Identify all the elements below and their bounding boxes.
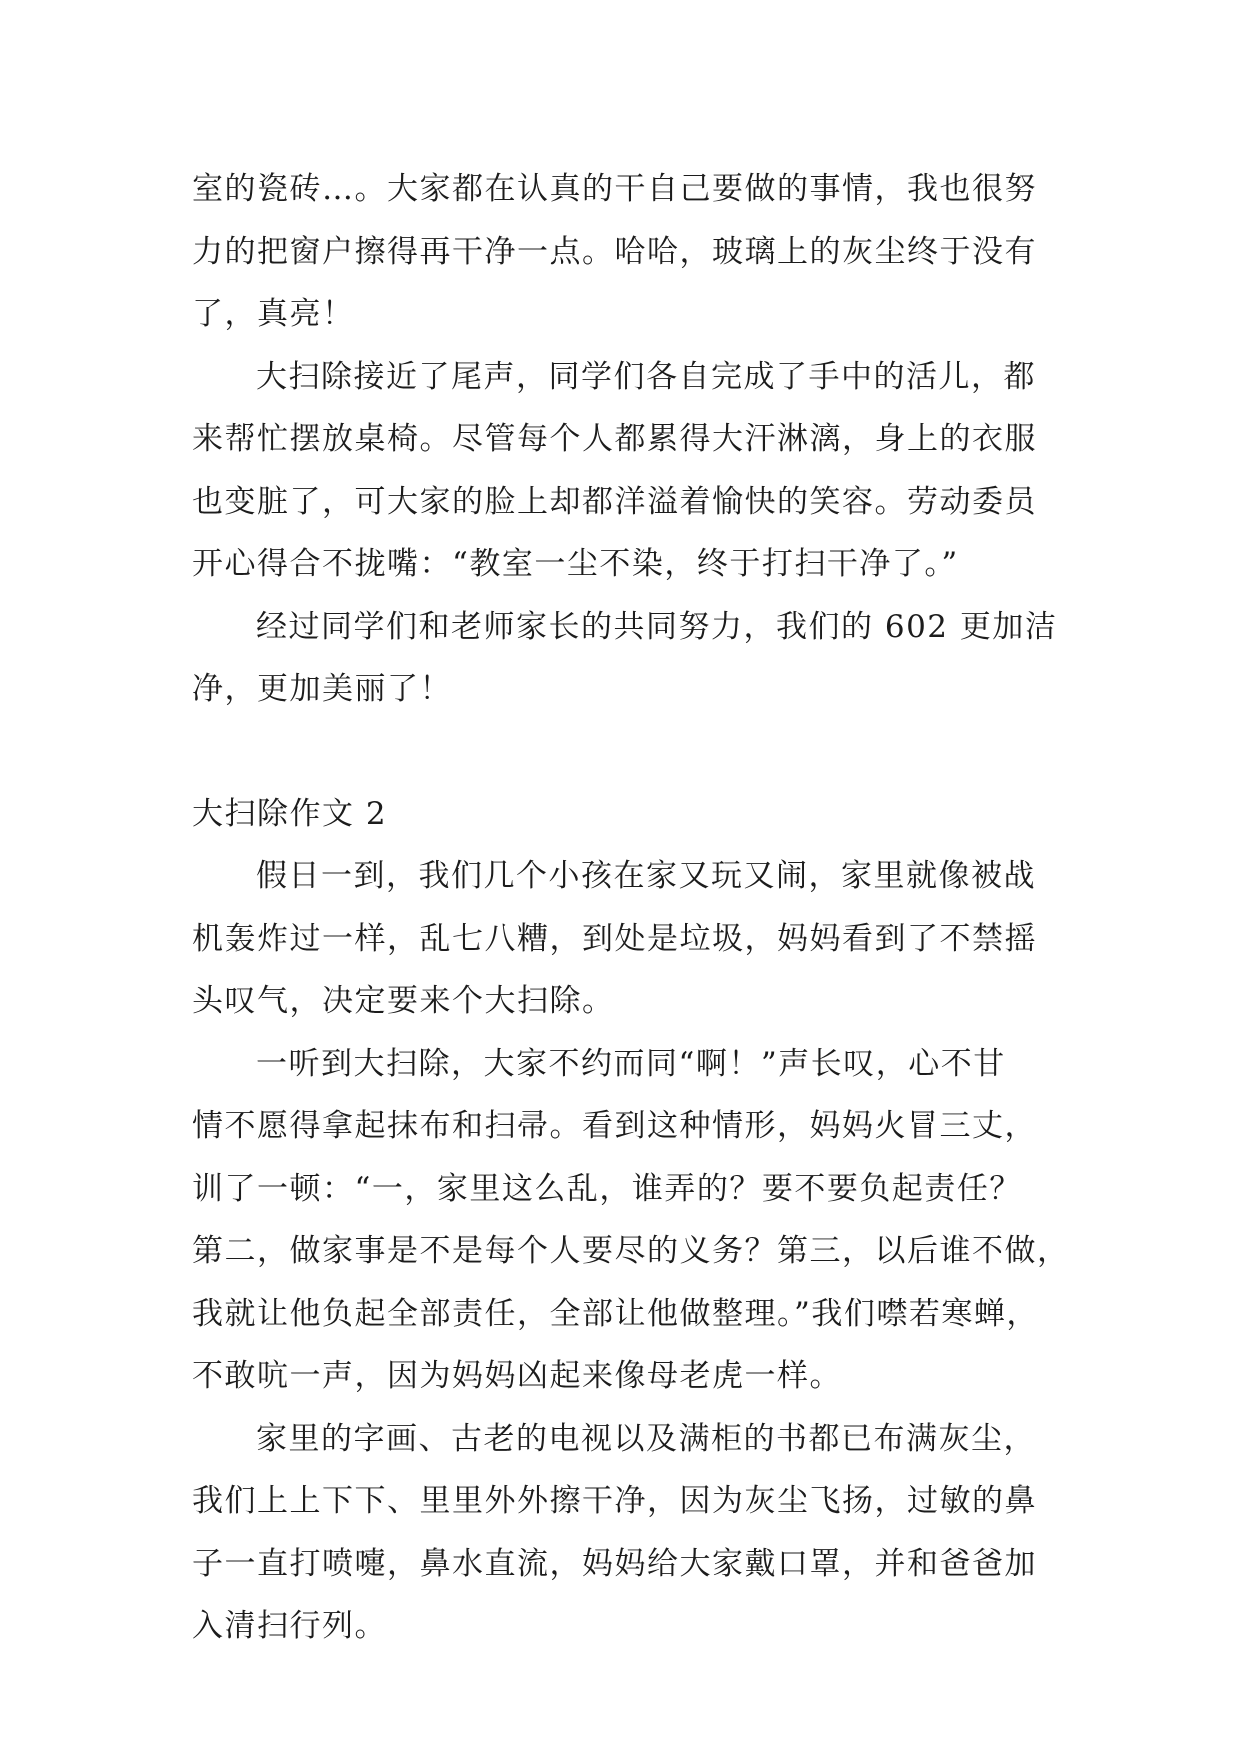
text-line: 不敢吭一声，因为妈妈凶起来像母老虎一样。 <box>192 1358 842 1394</box>
paragraph-3 <box>192 596 1058 721</box>
paragraph-5 <box>192 1033 1070 1408</box>
text-line: 经过同学们和老师家长的共同努力，我们的 602 更加洁 <box>256 608 1058 645</box>
text-line: 净，更加美丽了！ <box>192 671 452 707</box>
text-line: 头叹气，决定要来个大扫除。 <box>192 983 615 1019</box>
text-line: 我就让他负起全部责任，全部让他做整理。”我们噤若寒蝉， <box>192 1295 1039 1332</box>
text-line: 家里的字画、古老的电视以及满柜的书都已布满灰尘， <box>256 1420 1036 1457</box>
text-line: 力的把窗户擦得再干净一点。哈哈，玻璃上的灰尘终于没有 <box>192 233 1037 270</box>
paragraph-2 <box>192 346 1052 596</box>
text-line: 机轰炸过一样，乱七八糟，到处是垃圾，妈妈看到了不禁摇 <box>192 920 1037 957</box>
text-line: 室的瓷砖…。大家都在认真的干自己要做的事情，我也很努 <box>192 171 1037 207</box>
text-line: 来帮忙摆放桌椅。尽管每个人都累得大汗淋漓，身上的衣服 <box>192 421 1037 457</box>
text-line: 第二，做家事是不是每个人要尽的义务？第三，以后谁不做， <box>192 1233 1070 1269</box>
document-body <box>192 158 1070 1658</box>
text-line: 开心得合不拢嘴：“教室一尘不染，终于打扫干净了。” <box>192 546 959 582</box>
paragraph-6 <box>192 1408 1052 1658</box>
text-line: 也变脏了，可大家的脸上却都洋溢着愉快的笑容。劳动委员 <box>192 483 1037 520</box>
text-line: 假日一到，我们几个小孩在家又玩又闹，家里就像被战 <box>256 858 1036 894</box>
text-line: 大扫除接近了尾声，同学们各自完成了手中的活儿，都 <box>256 358 1036 395</box>
text-line: 入清扫行列。 <box>192 1608 387 1644</box>
text-line: 我们上上下下、里里外外擦干净，因为灰尘飞扬，过敏的鼻 <box>192 1483 1037 1519</box>
paragraph-1 <box>192 158 1052 346</box>
text-line: 一听到大扫除，大家不约而同“啊！”声长叹，心不甘 <box>256 1045 1006 1082</box>
section-heading <box>192 783 1052 846</box>
paragraph-4 <box>192 845 1052 1033</box>
text-line: 子一直打喷嚏，鼻水直流，妈妈给大家戴口罩，并和爸爸加 <box>192 1545 1037 1582</box>
text-line: 训了一顿：“一，家里这么乱，谁弄的？要不要负起责任？ <box>192 1170 1022 1207</box>
heading-text: 大扫除作文 2 <box>192 795 388 832</box>
text-line: 了，真亮！ <box>192 296 355 332</box>
text-line: 情不愿得拿起抹布和扫帚。看到这种情形，妈妈火冒三丈， <box>192 1108 1037 1144</box>
